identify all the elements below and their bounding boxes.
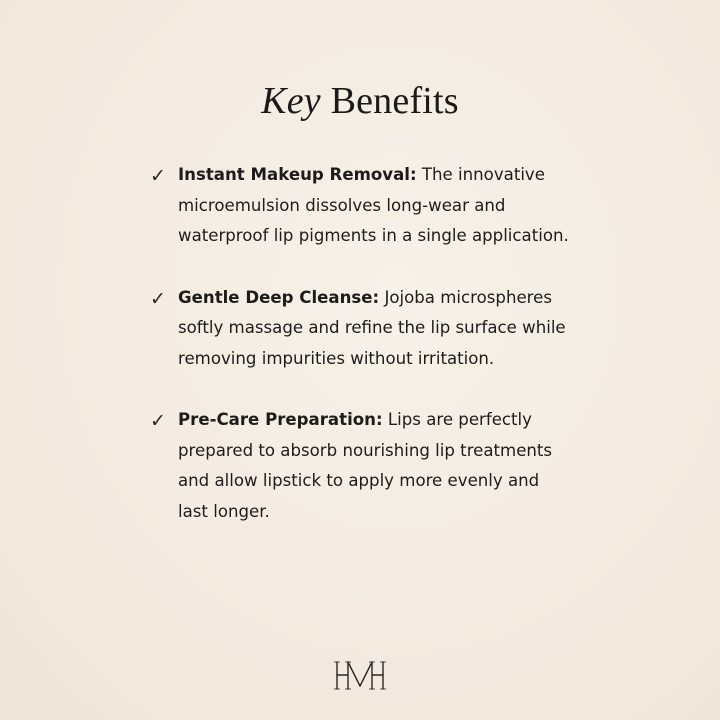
benefit-item [150, 160, 570, 252]
monogram-logo-icon [330, 656, 390, 696]
benefit-item [150, 405, 570, 527]
benefit-title: Pre-Care Preparation: [178, 410, 383, 429]
title-italic-word: Key [261, 80, 321, 122]
benefit-description: The innovative microemulsion dissolves long-wear and waterproof lip pigments in a single application. [178, 165, 569, 245]
benefit-title: Gentle Deep Cleanse: [178, 287, 380, 307]
benefit-title: Instant Makeup Removal: [178, 165, 417, 184]
page-title [0, 78, 720, 124]
benefit-description: Lips are perfectly prepared to absorb nourishing lip treatments and allow lipstick to apply more evenly and last longer. [178, 410, 553, 521]
check-icon: ✓ [150, 410, 166, 432]
benefits-list [150, 160, 570, 558]
benefit-description: Jojoba microspheres softly massage and refine the lip surface while removing impurities without irritation. [178, 287, 566, 368]
title-regular-word: Benefits [330, 80, 459, 122]
check-icon: ✓ [150, 287, 166, 310]
benefit-item [150, 283, 570, 375]
check-icon: ✓ [150, 165, 166, 187]
